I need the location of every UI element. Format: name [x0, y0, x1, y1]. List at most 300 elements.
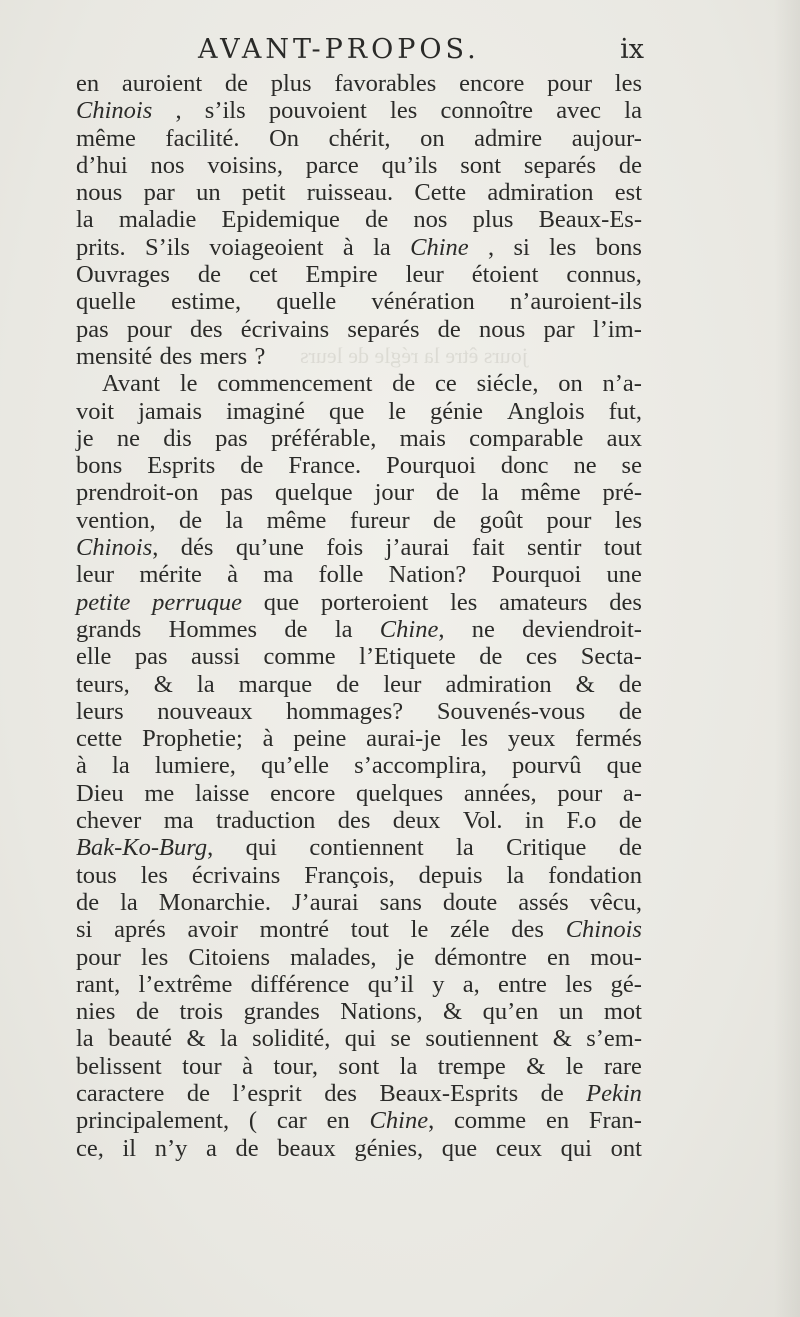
roman-text: Empire [305, 261, 378, 289]
roman-text: & [575, 670, 595, 698]
page-number: ix [620, 34, 644, 65]
word [135, 643, 168, 670]
roman-text: les [549, 233, 577, 261]
italic-text: Chine [379, 615, 439, 643]
word [501, 452, 549, 479]
word [222, 206, 340, 233]
word [438, 316, 461, 343]
roman-text: le [410, 916, 429, 944]
word [603, 479, 642, 506]
word [382, 152, 438, 179]
roman-text: que [441, 1134, 478, 1162]
word [508, 725, 556, 752]
roman-text: à [242, 1052, 253, 1080]
word [335, 616, 353, 643]
word [120, 889, 138, 916]
word [114, 916, 166, 943]
roman-text: connoître [440, 97, 533, 125]
word [414, 179, 466, 206]
word [566, 261, 642, 288]
roman-text: aux [606, 424, 642, 452]
text-line [76, 179, 642, 206]
roman-text: grandes [243, 998, 320, 1026]
word [425, 1025, 538, 1052]
word [122, 70, 202, 97]
word [469, 425, 583, 452]
roman-text: tout [603, 534, 642, 562]
word [440, 97, 533, 124]
roman-text: la [196, 670, 215, 698]
italic-text: Chine [410, 233, 469, 261]
roman-text: leur [383, 670, 422, 698]
roman-text: mérite [139, 561, 202, 589]
roman-text: de [284, 615, 308, 643]
word [498, 971, 547, 998]
roman-text: si [513, 233, 530, 261]
roman-text: solidité, [252, 1025, 331, 1053]
word [76, 1107, 229, 1134]
word [76, 206, 94, 233]
roman-text: laisse [194, 779, 250, 807]
word [389, 561, 467, 588]
word [413, 206, 447, 233]
word [252, 1025, 330, 1052]
word [76, 261, 170, 288]
roman-text: quelques [356, 779, 444, 807]
roman-text: rant, [76, 970, 121, 998]
roman-text: jamais [138, 397, 203, 425]
word [249, 261, 278, 288]
roman-text: une [606, 561, 642, 589]
word [186, 1025, 205, 1052]
word [347, 316, 419, 343]
roman-text: France. [288, 452, 362, 480]
word [556, 97, 601, 124]
word [524, 152, 596, 179]
roman-text: avec [556, 97, 602, 125]
roman-text: les [460, 725, 488, 753]
word [607, 425, 642, 452]
word [390, 97, 417, 124]
roman-text: Fran- [588, 1107, 642, 1135]
word [445, 671, 551, 698]
word [147, 452, 215, 479]
italic-text: Chinois [76, 97, 153, 125]
word [145, 234, 190, 261]
word [277, 1135, 336, 1162]
word [138, 971, 232, 998]
word [411, 916, 429, 943]
roman-text: traduction [216, 807, 316, 835]
body-text [76, 70, 642, 1162]
word [288, 452, 361, 479]
roman-text: Vol. [462, 807, 503, 835]
roman-text: encore [270, 779, 336, 807]
roman-text: de [336, 670, 360, 698]
word [244, 998, 320, 1025]
word [327, 1107, 350, 1134]
word [76, 998, 115, 1025]
word [549, 234, 576, 261]
text-line [76, 671, 642, 698]
word [180, 998, 224, 1025]
word [340, 998, 422, 1025]
word [175, 97, 181, 124]
italic-text: petite [76, 588, 131, 616]
word [102, 370, 160, 397]
text-line [76, 752, 642, 779]
roman-text: à [227, 561, 239, 589]
roman-text: ma [263, 561, 294, 589]
word [390, 1025, 410, 1052]
word [293, 725, 346, 752]
word [190, 316, 223, 343]
roman-text: vénération [371, 288, 475, 316]
roman-text: J’aurai [292, 888, 359, 916]
roman-text: la [120, 888, 138, 916]
word [604, 998, 642, 1025]
roman-text: ces [525, 643, 558, 671]
roman-text: de [197, 261, 221, 289]
word [232, 1080, 301, 1107]
word [206, 1135, 217, 1162]
word [488, 234, 494, 261]
word [443, 889, 497, 916]
word [477, 370, 539, 397]
word [392, 370, 415, 397]
word [76, 589, 130, 616]
word [198, 261, 221, 288]
word [397, 944, 415, 971]
word [117, 425, 140, 452]
roman-text: S’ils [145, 233, 190, 261]
word [76, 479, 198, 506]
word [581, 643, 642, 670]
word [479, 316, 525, 343]
roman-text: soutiennent [425, 1025, 539, 1053]
roman-text: ce [435, 370, 457, 398]
word [215, 425, 248, 452]
word [226, 507, 244, 534]
word [575, 725, 642, 752]
text-line [76, 479, 642, 506]
roman-text: différence [250, 970, 350, 998]
word [139, 561, 202, 588]
word [472, 261, 539, 288]
roman-text: se [390, 1025, 411, 1053]
word [548, 862, 642, 889]
word [437, 698, 585, 725]
roman-text: malades, [290, 943, 377, 971]
word [380, 616, 445, 643]
word [456, 834, 474, 861]
roman-text: caractere [76, 1079, 165, 1107]
roman-text: les [140, 861, 168, 889]
word [76, 944, 121, 971]
roman-text: pas [220, 479, 254, 507]
roman-text: a- [622, 779, 642, 807]
roman-text: fois [326, 534, 364, 562]
text-line [76, 1107, 642, 1134]
word [76, 643, 111, 670]
roman-text: comparable [469, 424, 584, 452]
roman-text: de [235, 1134, 259, 1162]
roman-text: fut, [608, 397, 642, 425]
word [216, 807, 315, 834]
roman-text: avoir [187, 916, 238, 944]
italic-text: Chinois [76, 534, 153, 562]
text-line [76, 125, 642, 152]
roman-text: même [266, 506, 327, 534]
roman-text: de [224, 70, 248, 97]
word [506, 834, 586, 861]
word [160, 343, 193, 370]
word [273, 1053, 318, 1080]
word [267, 507, 327, 534]
word [284, 616, 307, 643]
roman-text: en [545, 1107, 570, 1135]
roman-text: chérit, [328, 124, 391, 152]
roman-text: même [76, 124, 136, 152]
word [604, 534, 642, 561]
word [561, 1135, 592, 1162]
roman-text: aurai-je [366, 725, 441, 753]
italic-text: Chine [369, 1107, 429, 1135]
word [371, 288, 474, 315]
roman-text: je [396, 943, 415, 971]
word [609, 398, 642, 425]
word [442, 1135, 477, 1162]
word [159, 889, 271, 916]
roman-text: a [206, 1134, 217, 1162]
roman-text: leur [405, 261, 444, 289]
roman-text: les [141, 943, 169, 971]
roman-text: principalement, [76, 1107, 230, 1135]
roman-text: pas [134, 643, 168, 671]
roman-text: amateurs [499, 588, 588, 616]
word [512, 752, 581, 779]
roman-text: Secta- [580, 643, 642, 671]
roman-text: commencement [217, 370, 373, 398]
roman-text: auroient [121, 70, 203, 97]
word [356, 780, 443, 807]
roman-text: quelque [275, 479, 353, 507]
roman-text: des [189, 315, 223, 343]
text-line [76, 889, 642, 916]
roman-text: de [240, 452, 264, 480]
roman-text: elle [76, 643, 112, 671]
word [496, 1135, 542, 1162]
word [393, 807, 441, 834]
word [157, 698, 252, 725]
roman-text: des [324, 1079, 357, 1107]
page-gutter-shadow [774, 0, 800, 1317]
roman-text: la [481, 479, 499, 507]
word [207, 152, 283, 179]
text-line [76, 507, 642, 534]
word [463, 971, 480, 998]
word [386, 534, 450, 561]
word [263, 561, 293, 588]
roman-text: étoient [471, 261, 539, 289]
roman-text: qu’ils [381, 151, 438, 179]
roman-text: entre [497, 970, 547, 998]
word [209, 234, 323, 261]
roman-text: admiration [487, 179, 594, 207]
word [76, 971, 120, 998]
roman-text: jour [374, 479, 415, 507]
word [76, 452, 122, 479]
roman-text: la [456, 834, 474, 862]
roman-text: aprés [114, 916, 166, 944]
roman-text: trois [179, 998, 224, 1026]
roman-text: écrivains [191, 861, 281, 889]
word [607, 752, 642, 779]
word [76, 179, 122, 206]
word [619, 152, 642, 179]
word [188, 916, 238, 943]
roman-text: si [76, 916, 93, 944]
word [365, 206, 388, 233]
word [586, 1080, 642, 1107]
text-line [76, 1025, 642, 1052]
word [269, 125, 299, 152]
word [507, 398, 585, 425]
text-line [76, 370, 642, 397]
text-line [76, 807, 642, 834]
word [255, 343, 266, 370]
roman-text: ont [610, 1134, 642, 1162]
roman-text: nos [413, 206, 448, 234]
roman-text: un [196, 179, 221, 207]
roman-text: de [435, 479, 460, 507]
word [400, 1053, 418, 1080]
roman-text: qui [245, 834, 277, 862]
word [623, 780, 642, 807]
roman-text: la [373, 233, 391, 261]
roman-text: qu’une [235, 534, 304, 562]
roman-text: plus [270, 70, 312, 97]
roman-text: bons [76, 452, 123, 480]
word [443, 998, 462, 1025]
roman-text: ma [163, 807, 194, 835]
roman-text: a, [462, 970, 480, 998]
roman-text: tout [350, 916, 389, 944]
roman-text: que [328, 397, 365, 425]
roman-text: un [558, 998, 584, 1026]
roman-text: folle [318, 561, 364, 589]
text-line [76, 916, 642, 943]
word [336, 671, 359, 698]
roman-text: pour [557, 779, 603, 807]
roman-text: & [153, 670, 173, 698]
roman-text: sont [338, 1052, 380, 1080]
word [619, 807, 642, 834]
word [553, 1025, 572, 1052]
word [123, 1135, 137, 1162]
roman-text: en [547, 943, 571, 971]
roman-text: siécle, [476, 370, 539, 398]
word [345, 1025, 376, 1052]
word [559, 998, 584, 1025]
roman-text: de [540, 1079, 564, 1107]
word [192, 862, 280, 889]
roman-text: de [186, 1079, 210, 1107]
word [163, 425, 192, 452]
word [307, 179, 393, 206]
word [491, 561, 581, 588]
roman-text: mot [603, 998, 642, 1026]
word [179, 507, 202, 534]
word [329, 125, 391, 152]
roman-text: Beaux-Esprits [379, 1079, 519, 1107]
roman-text: la [399, 1052, 418, 1080]
word [406, 261, 444, 288]
roman-text: ce, [76, 1134, 104, 1162]
roman-text: tour [182, 1052, 222, 1080]
word [76, 70, 99, 97]
roman-text: la [76, 1025, 94, 1053]
roman-text: que [263, 588, 300, 616]
word [604, 1053, 642, 1080]
text-line [76, 316, 642, 343]
roman-text: On [269, 124, 300, 152]
word [354, 1135, 423, 1162]
word [180, 370, 198, 397]
roman-text: tour, [273, 1052, 318, 1080]
roman-text: de [479, 643, 503, 671]
word [370, 1107, 435, 1134]
word [187, 1080, 210, 1107]
word [306, 261, 378, 288]
word [181, 534, 214, 561]
word [586, 1025, 642, 1052]
word [227, 561, 238, 588]
roman-text: je [76, 424, 94, 452]
word [541, 1080, 564, 1107]
roman-text: petit [241, 179, 286, 207]
word [510, 288, 642, 315]
word [76, 725, 122, 752]
roman-text: il [122, 1134, 137, 1162]
text-line [76, 698, 642, 725]
roman-text: , [152, 534, 159, 562]
roman-text: car [276, 1107, 307, 1135]
word [472, 616, 495, 643]
word [76, 862, 117, 889]
roman-text: lumiere, [154, 752, 236, 780]
word [76, 752, 87, 779]
roman-text: préférable, [270, 424, 377, 452]
roman-text: beauté [108, 1025, 173, 1053]
roman-text: de [392, 370, 416, 398]
word [566, 1053, 584, 1080]
roman-text: chever [76, 807, 142, 835]
word [138, 398, 202, 425]
word [622, 452, 642, 479]
word [615, 507, 642, 534]
roman-text: Avant [102, 370, 161, 398]
word [144, 179, 175, 206]
roman-text: pré- [602, 479, 642, 507]
roman-text: & [186, 1025, 206, 1053]
word [169, 616, 257, 643]
roman-text: pas [215, 424, 248, 452]
word [380, 889, 422, 916]
roman-text: nos [150, 151, 185, 179]
roman-text: fureur [349, 506, 410, 534]
roman-text: vention, [76, 506, 156, 534]
